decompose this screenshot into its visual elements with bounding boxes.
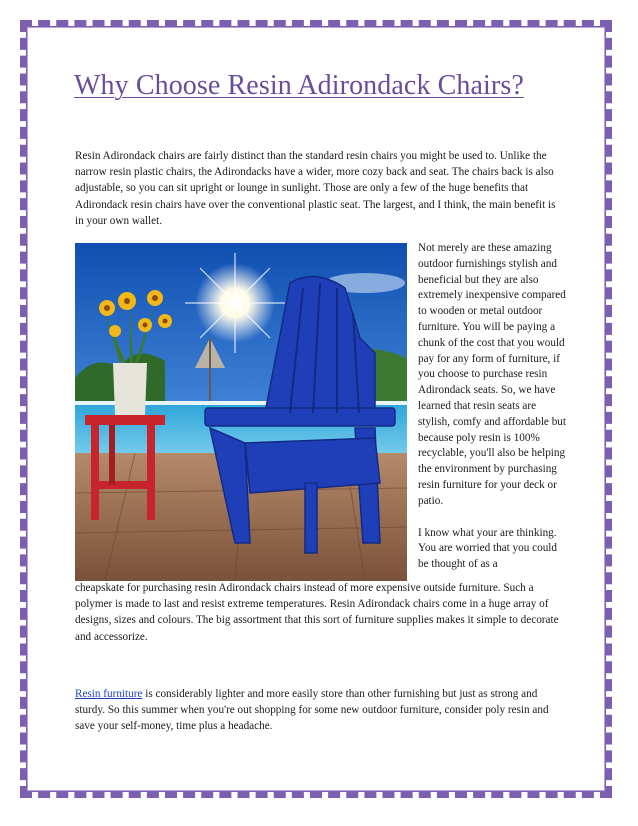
paragraph-intro: Resin Adirondack chairs are fairly distinct than the standard resin chairs you might be used to. Unlike the narrow resin plastic chairs, the Adirondacks have a wider, more cozy back and seat. The chairs back is also adjustable, so you can sit upright or lounge in sunlight. Those are only a few of the huge benefits that Adirondack resin chairs have over the conventional plastic seat. The largest, and I think, the main benefit is in your own wallet. [75,150,556,227]
side-column [418,241,568,573]
paragraph-resin-furniture-text: is considerably lighter and more easily store than other furnishing but just as strong and sturdy. So this summer when you're out shopping for some new outdoor furniture, consider poly resin and save your self-money, time plus a headache. [75,688,549,733]
page-title: Why Choose Resin Adirondack Chairs? [74,70,524,101]
paragraph-cheapskate: cheapskate for purchasing resin Adirondack chairs instead of more expensive outside furniture. Such a polymer is made to last and resist extreme temperatures. Resin Adirondack chairs come in a huge array of designs, sizes and colours. The big assortment that this sort of furniture supplies makes it simple to decorate and accessorize. [75,582,559,643]
adirondack-chair-photo [75,243,407,581]
resin-furniture-link[interactable]: Resin furniture [75,688,143,700]
paragraph-thinking: I know what your are thinking. You are worried that you could be thought of as a [418,526,557,571]
paragraph-resin-furniture [75,686,567,735]
paragraph-benefits: Not merely are these amazing outdoor furnishings stylish and beneficial but they are also extremely inexpensive compared to wooden or metal outdoor furniture. You will be paying a chunk of the cost that you would pay for any form of furniture, if you choose to purchase resin Adirondack seats. So, we have learned that resin seats are stylish, comfy and affordable but because poly resin is 100% recyclable, you'll also be helping the environment by purchasing resin furniture for your deck or patio. [418,242,566,507]
